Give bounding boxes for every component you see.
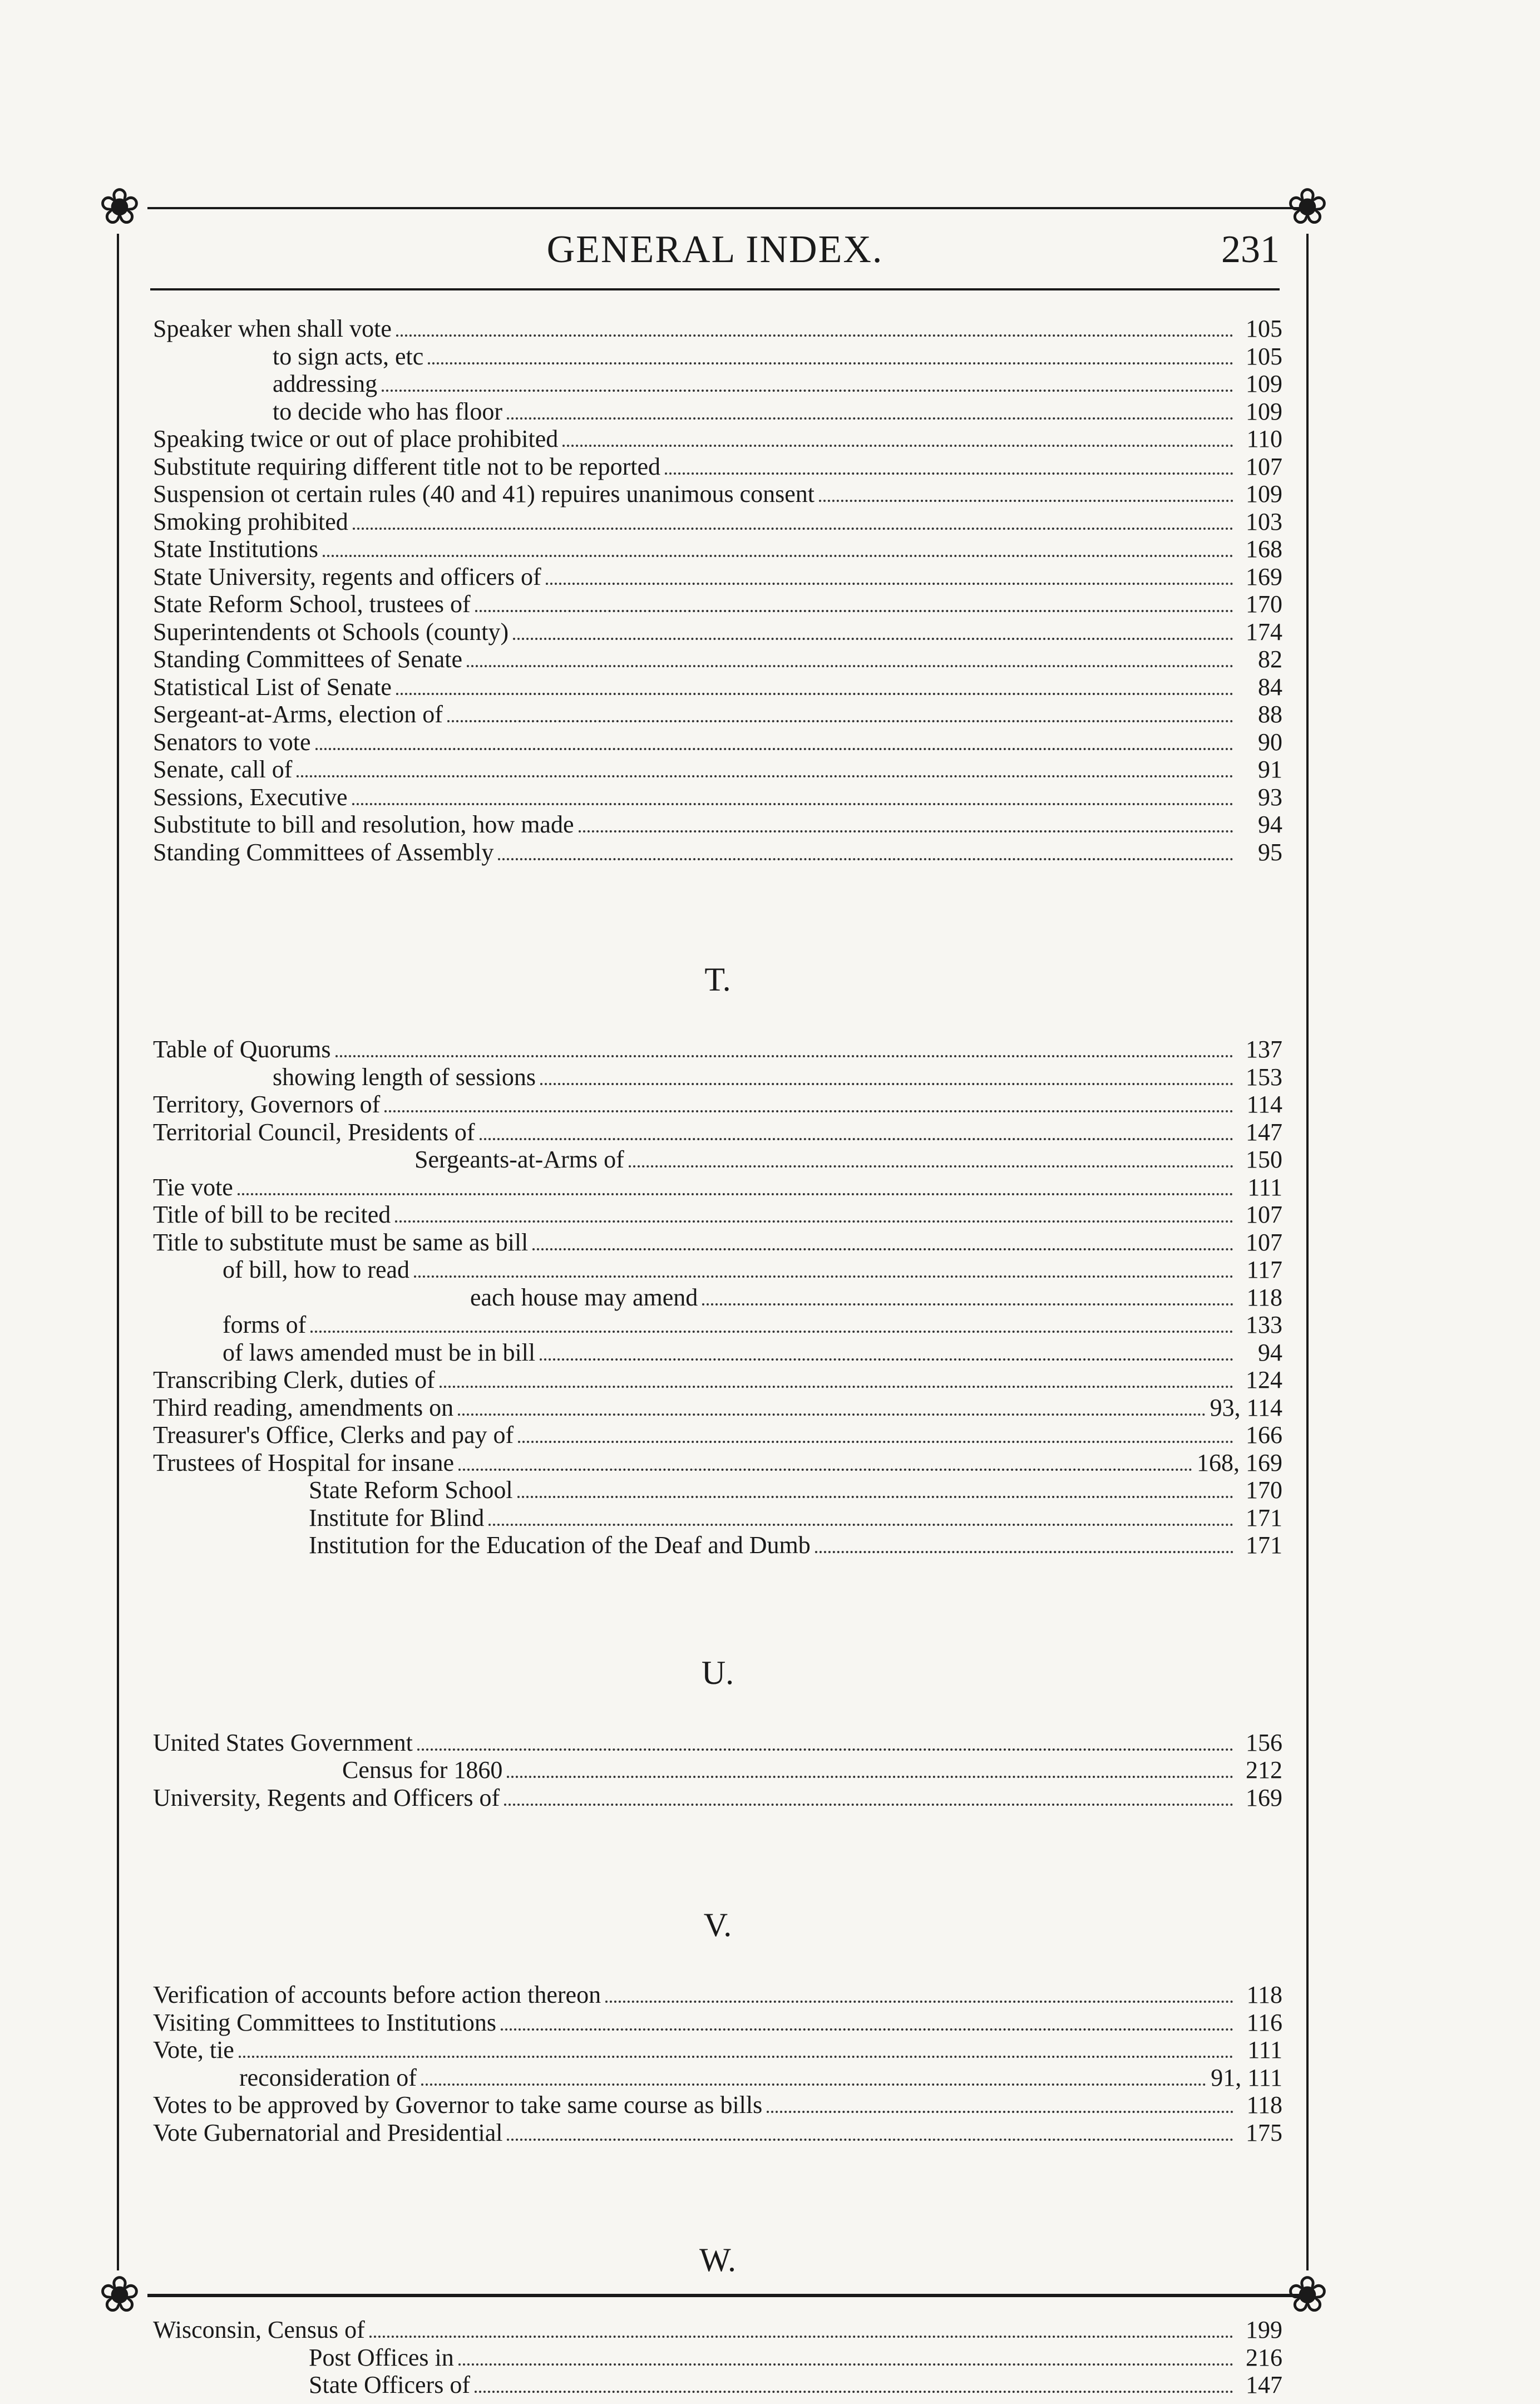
dot-leader <box>498 853 1233 860</box>
index-entry <box>153 1784 1282 1811</box>
dot-leader <box>447 715 1233 722</box>
dot-leader <box>579 825 1234 832</box>
index-entry-term: Smoking prohibited <box>153 508 348 535</box>
index-entry-pages: 118 <box>1246 1283 1282 1311</box>
dot-leader <box>562 439 1233 447</box>
index-entry <box>153 700 1282 728</box>
index-entry-pages: 156 <box>1246 1728 1282 1756</box>
index-entry-pages: 212 <box>1246 1756 1282 1784</box>
index-entry-term: Wisconsin, Census of <box>153 2316 365 2343</box>
index-entry-term: Superintendents ot Schools (county) <box>153 618 509 646</box>
index-entry-term: Institution for the Education of the Deaf and Dumb <box>309 1531 811 1559</box>
index-entry-term: each house may amend <box>470 1283 698 1311</box>
index-entry <box>153 425 1282 452</box>
index-entry <box>153 1145 1282 1173</box>
index-entry-term: reconsideration of <box>239 2063 417 2091</box>
index-content <box>153 314 1282 2398</box>
running-header <box>150 220 1280 287</box>
dot-leader <box>395 1215 1233 1223</box>
index-entry <box>153 1338 1282 1366</box>
dot-leader <box>417 1743 1233 1751</box>
dot-leader <box>605 1995 1233 2003</box>
index-entry-pages: 116 <box>1246 2008 1282 2036</box>
dot-leader <box>421 2078 1206 2086</box>
index-entry-pages: 175 <box>1246 2119 1282 2146</box>
index-entry-pages: 109 <box>1246 480 1282 508</box>
index-entry-term: Vote Gubernatorial and Presidential <box>153 2119 503 2146</box>
index-entry <box>153 1531 1282 1559</box>
index-entry-pages: 171 <box>1246 1504 1282 1531</box>
dot-leader <box>238 1188 1233 1195</box>
dot-leader <box>353 522 1233 530</box>
index-entry <box>153 1476 1282 1504</box>
dot-leader <box>819 494 1233 502</box>
index-entry-term: Speaking twice or out of place prohibited <box>153 425 559 452</box>
dot-leader <box>540 1077 1233 1085</box>
index-entry-term: Sessions, Executive <box>153 783 348 811</box>
index-entry <box>153 1981 1282 2008</box>
dot-leader <box>540 1353 1233 1361</box>
dot-leader <box>458 1463 1192 1471</box>
index-entry <box>153 1756 1282 1784</box>
index-entry-term: of laws amended must be in bill <box>223 1338 536 1366</box>
section-letter-heading: V. <box>703 1907 732 1943</box>
dot-leader <box>323 549 1233 557</box>
dot-leader <box>702 1298 1233 1306</box>
index-entry-pages: 153 <box>1246 1063 1282 1091</box>
dot-leader <box>382 384 1233 392</box>
index-entry-pages: 170 <box>1246 1476 1282 1504</box>
index-entry-term: State Officers of <box>309 2371 470 2398</box>
index-entry <box>153 508 1282 535</box>
section-gap <box>153 2146 1282 2243</box>
dot-leader <box>767 2105 1233 2113</box>
dot-leader <box>315 742 1233 750</box>
dot-leader <box>310 1325 1233 1333</box>
index-entry-pages: 109 <box>1246 370 1282 397</box>
section-letter-heading: U. <box>701 1654 734 1691</box>
index-entry-pages: 107 <box>1246 452 1282 480</box>
index-entry-term: addressing <box>273 370 378 397</box>
frame-left-rule <box>117 234 119 2270</box>
dot-leader <box>507 2133 1233 2141</box>
index-entry <box>153 1311 1282 1338</box>
index-entry <box>153 1228 1282 1256</box>
index-entry-pages: 124 <box>1246 1366 1282 1393</box>
index-entry-term: forms of <box>223 1311 307 1338</box>
dot-leader <box>384 1105 1233 1112</box>
dot-leader <box>475 2385 1233 2393</box>
ornament-bottom-right-icon: ❀ <box>1286 2268 1329 2323</box>
dot-leader <box>335 1050 1233 1057</box>
index-entry-pages: 118 <box>1246 2091 1282 2119</box>
index-entry-pages: 110 <box>1246 425 1282 452</box>
dot-leader <box>458 1408 1206 1416</box>
index-entry-term: of bill, how to read <box>223 1256 410 1283</box>
dot-leader <box>504 1798 1233 1806</box>
index-entry <box>153 810 1282 838</box>
dot-leader <box>396 687 1233 695</box>
index-entry-term: Sergeants-at-Arms of <box>414 1146 624 1173</box>
index-entry-pages: 147 <box>1246 1118 1282 1146</box>
index-entry <box>153 1090 1282 1118</box>
ornament-top-right-icon: ❀ <box>1286 180 1329 235</box>
dot-leader <box>507 412 1233 420</box>
index-entry-pages: 166 <box>1246 1421 1282 1449</box>
index-entry-pages: 91 <box>1258 756 1282 783</box>
dot-leader <box>396 329 1233 337</box>
dot-leader <box>480 1132 1233 1140</box>
index-entry-term: Speaker when shall vote <box>153 315 392 342</box>
index-entry <box>153 1200 1282 1228</box>
index-entry-pages: 168, 169 <box>1197 1449 1282 1476</box>
index-entry-term: Tie vote <box>153 1173 233 1201</box>
index-entry <box>153 397 1282 425</box>
dot-leader <box>239 2050 1233 2058</box>
dot-leader <box>488 1518 1233 1526</box>
dot-leader <box>369 2330 1233 2338</box>
index-entry-term: Suspension ot certain rules (40 and 41) repuires unanimous consent <box>153 480 815 508</box>
index-entry <box>153 1393 1282 1421</box>
dot-leader <box>297 770 1233 777</box>
index-entry <box>153 1728 1282 1756</box>
index-entry <box>153 2343 1282 2371</box>
index-entry <box>153 1504 1282 1531</box>
index-entry-term: Verification of accounts before action thereon <box>153 1981 601 2008</box>
index-entry <box>153 1366 1282 1393</box>
dot-leader <box>467 659 1233 667</box>
index-entry-term: State University, regents and officers of <box>153 563 541 590</box>
dot-leader <box>428 357 1233 364</box>
index-entry-term: showing length of sessions <box>273 1063 536 1091</box>
ornament-bottom-left-icon: ❀ <box>98 2268 141 2323</box>
index-entry-term: Trustees of Hospital for insane <box>153 1449 454 1476</box>
index-entry <box>153 1118 1282 1146</box>
dot-leader <box>352 797 1233 805</box>
index-entry-term: Post Offices in <box>309 2343 454 2371</box>
index-entry <box>153 2008 1282 2036</box>
index-entry <box>153 755 1282 783</box>
index-entry-pages: 109 <box>1246 397 1282 425</box>
index-entry <box>153 1421 1282 1449</box>
index-entry-pages: 150 <box>1246 1146 1282 1173</box>
section-letter-heading: W. <box>699 2242 737 2278</box>
index-entry-term: Third reading, amendments on <box>153 1393 454 1421</box>
index-entry-pages: 93, 114 <box>1210 1393 1282 1421</box>
index-entry-term: Senators to vote <box>153 728 311 756</box>
index-entry-term: Sergeant-at-Arms, election of <box>153 701 443 728</box>
index-entry-pages: 114 <box>1246 1091 1282 1118</box>
index-entry-term: Title of bill to be recited <box>153 1201 391 1228</box>
index-entry-pages: 94 <box>1258 1338 1282 1366</box>
index-entry-term: Statistical List of Senate <box>153 673 392 701</box>
index-entry-term: Table of Quorums <box>153 1036 331 1063</box>
index-entry-term: to sign acts, etc <box>273 342 424 370</box>
index-entry <box>153 342 1282 370</box>
index-entry-pages: 107 <box>1246 1201 1282 1228</box>
dot-leader <box>507 1770 1233 1778</box>
index-entry-term: Visiting Committees to Institutions <box>153 2008 497 2036</box>
index-entry-pages: 95 <box>1258 838 1282 866</box>
index-entry-pages: 103 <box>1246 508 1282 535</box>
index-entry-term: Treasurer's Office, Clerks and pay of <box>153 1421 514 1449</box>
index-entry <box>153 480 1282 508</box>
index-entry-pages: 111 <box>1247 2036 1282 2063</box>
index-entry-pages: 105 <box>1246 315 1282 342</box>
index-entry <box>153 673 1282 701</box>
index-entry-term: Vote, tie <box>153 2036 234 2063</box>
dot-leader <box>665 467 1233 475</box>
index-entry-term: Standing Committees of Senate <box>153 646 463 673</box>
index-entry-pages: 111 <box>1247 1173 1282 1201</box>
index-entry-pages: 168 <box>1246 535 1282 563</box>
index-entry <box>153 1035 1282 1063</box>
index-entry <box>153 1283 1282 1311</box>
index-entry <box>153 563 1282 590</box>
section-gap <box>153 1559 1282 1656</box>
page-number: 231 <box>1221 228 1280 271</box>
dot-leader <box>629 1160 1233 1167</box>
index-entry <box>153 1449 1282 1476</box>
index-entry-pages: 171 <box>1246 1531 1282 1559</box>
index-entry-pages: 147 <box>1246 2371 1282 2398</box>
dot-leader <box>458 2358 1233 2366</box>
index-entry-term: Senate, call of <box>153 756 293 783</box>
index-entry-term: Standing Committees of Assembly <box>153 838 494 866</box>
section-gap <box>153 1811 1282 1908</box>
index-entry-pages: 91, 111 <box>1211 2063 1282 2091</box>
index-entry-term: United States Government <box>153 1728 413 1756</box>
index-entry-term: Substitute to bill and resolution, how made <box>153 811 574 838</box>
index-entry-term: Transcribing Clerk, duties of <box>153 1366 435 1393</box>
index-entry-pages: 169 <box>1246 1784 1282 1811</box>
section-letter-heading: T. <box>704 961 731 998</box>
index-entry-pages: 169 <box>1246 563 1282 590</box>
index-entry <box>153 645 1282 673</box>
index-entry-pages: 118 <box>1246 1981 1282 2008</box>
dot-leader <box>517 1490 1233 1498</box>
index-entry-term: University, Regents and Officers of <box>153 1784 500 1811</box>
dot-leader <box>815 1545 1233 1553</box>
index-entry-term: Votes to be approved by Governor to take same course as bills <box>153 2091 763 2119</box>
index-entry-pages: 82 <box>1258 646 1282 673</box>
dot-leader <box>501 2023 1233 2031</box>
index-entry <box>153 370 1282 397</box>
index-entry-pages: 199 <box>1246 2316 1282 2343</box>
frame-top-rule <box>147 207 1302 209</box>
index-entry <box>153 838 1282 866</box>
index-entry <box>153 2063 1282 2091</box>
index-entry-pages: 88 <box>1258 701 1282 728</box>
index-entry-pages: 84 <box>1258 673 1282 701</box>
index-entry-pages: 94 <box>1258 811 1282 838</box>
dot-leader <box>414 1270 1233 1278</box>
dot-leader <box>546 577 1233 585</box>
index-entry <box>153 1063 1282 1091</box>
index-entry <box>153 2036 1282 2063</box>
index-entry-term: State Reform School, trustees of <box>153 590 471 618</box>
ornament-top-left-icon: ❀ <box>98 180 141 235</box>
index-entry <box>153 1255 1282 1283</box>
index-entry <box>153 2316 1282 2343</box>
index-entry <box>153 728 1282 756</box>
index-entry <box>153 590 1282 618</box>
index-entry-term: Substitute requiring different title not to be reported <box>153 452 660 480</box>
index-entry-term: Territorial Council, Presidents of <box>153 1118 475 1146</box>
index-entry <box>153 618 1282 646</box>
index-entry-pages: 174 <box>1246 618 1282 646</box>
index-entry-pages: 170 <box>1246 590 1282 618</box>
index-entry-term: State Institutions <box>153 535 318 563</box>
frame-right-rule <box>1306 234 1309 2270</box>
index-entry <box>153 2119 1282 2146</box>
index-entry-pages: 117 <box>1246 1256 1282 1283</box>
dot-leader <box>475 604 1233 612</box>
index-entry-pages: 93 <box>1258 783 1282 811</box>
index-entry <box>153 452 1282 480</box>
index-entry <box>153 1173 1282 1201</box>
dot-leader <box>513 632 1233 640</box>
index-entry-pages: 216 <box>1246 2343 1282 2371</box>
page-title: GENERAL INDEX. <box>546 228 883 271</box>
dot-leader <box>440 1380 1233 1388</box>
index-entry <box>153 2371 1282 2398</box>
index-entry-pages: 90 <box>1258 728 1282 756</box>
index-entry <box>153 314 1282 342</box>
index-entry-term: to decide who has floor <box>273 397 502 425</box>
section-gap <box>153 865 1282 963</box>
index-entry-pages: 137 <box>1246 1036 1282 1063</box>
index-entry <box>153 535 1282 563</box>
index-entry-term: Institute for Blind <box>309 1504 485 1531</box>
index-entry <box>153 2091 1282 2119</box>
header-rule <box>150 288 1280 290</box>
index-entry-pages: 133 <box>1246 1311 1282 1338</box>
index-entry <box>153 783 1282 811</box>
index-entry-term: Title to substitute must be same as bill <box>153 1228 529 1256</box>
index-entry-pages: 105 <box>1246 342 1282 370</box>
index-entry-term: State Reform School <box>309 1476 513 1504</box>
index-entry-term: Census for 1860 <box>342 1756 503 1784</box>
index-entry-term: Territory, Governors of <box>153 1091 381 1118</box>
index-entry-pages: 107 <box>1246 1228 1282 1256</box>
dot-leader <box>518 1435 1233 1443</box>
dot-leader <box>532 1243 1233 1250</box>
